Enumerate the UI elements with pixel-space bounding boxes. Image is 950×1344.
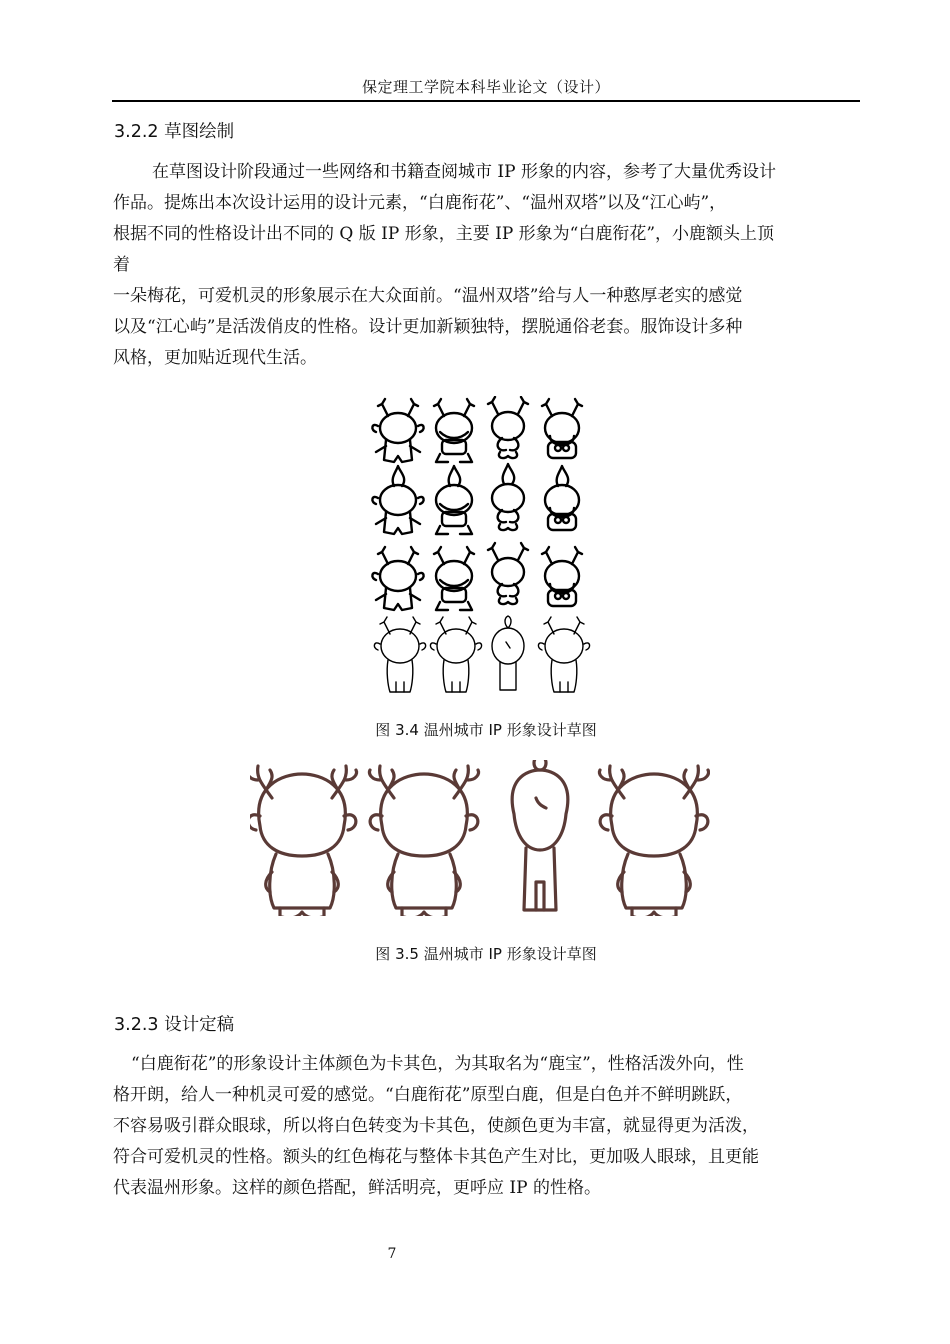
figure-3-5-caption: 图 3.5 温州城市 IP 形象设计草图 [375, 945, 597, 963]
paragraph-line: 着 [113, 255, 130, 275]
paragraph-line: 符合可爱机灵的性格。额头的红色梅花与整体卡其色产生对比，更加吸人眼球，且更能 [113, 1147, 759, 1167]
paragraph-line: 格开朗，给人一种机灵可爱的感觉。“白鹿衔花”原型白鹿，但是白色并不鲜明跳跃， [113, 1085, 743, 1105]
paragraph-line: 代表温州形象。这样的颜色搭配，鲜活明亮，更呼应 IP 的性格。 [113, 1178, 601, 1198]
paragraph-line: 风格，更加贴近现代生活。 [113, 348, 317, 368]
paragraph-line: 以及“江心屿”是活泼俏皮的性格。设计更加新颖独特，摆脱通俗老套。服饰设计多种 [113, 317, 743, 337]
figure-3-5-final-views [250, 760, 710, 916]
paragraph-line: 不容易吸引群众眼球，所以将白色转变为卡其色，使颜色更为丰富，就显得更为活泼， [113, 1116, 759, 1136]
sketch-grid-image [368, 396, 592, 696]
paragraph-line: 根据不同的性格设计出不同的 Q 版 IP 形象，主要 IP 形象为“白鹿衔花”，小鹿额头上顶 [113, 224, 775, 244]
paragraph-line: 一朵梅花，可爱机灵的形象展示在大众面前。“温州双塔”给与人一种憨厚老实的感觉 [113, 286, 743, 306]
paragraph-line: “白鹿衔花”的形象设计主体颜色为卡其色，为其取名为“鹿宝”，性格活泼外向，性 [131, 1054, 744, 1074]
running-header: 保定理工学院本科毕业论文（设计） [361, 78, 610, 96]
paragraph-line: 作品。提炼出本次设计运用的设计元素，“白鹿衔花”、“温州双塔”以及“江心屿”， [113, 193, 727, 213]
figure-3-4-sketch-grid [368, 396, 592, 696]
paragraph-sketch-design [113, 157, 861, 374]
final-views-image [250, 760, 710, 916]
paragraph-line: 在草图设计阶段通过一些网络和书籍查阅城市 IP 形象的内容，参考了大量优秀设计 [152, 162, 776, 182]
section-heading-3-2-3: 3.2.3 设计定稿 [114, 1015, 235, 1035]
paragraph-final-design [113, 1049, 861, 1204]
header-rule [112, 100, 860, 102]
section-heading-3-2-2: 3.2.2 草图绘制 [114, 122, 235, 142]
page-number: 7 [387, 1246, 397, 1262]
figure-3-4-caption: 图 3.4 温州城市 IP 形象设计草图 [375, 721, 597, 739]
